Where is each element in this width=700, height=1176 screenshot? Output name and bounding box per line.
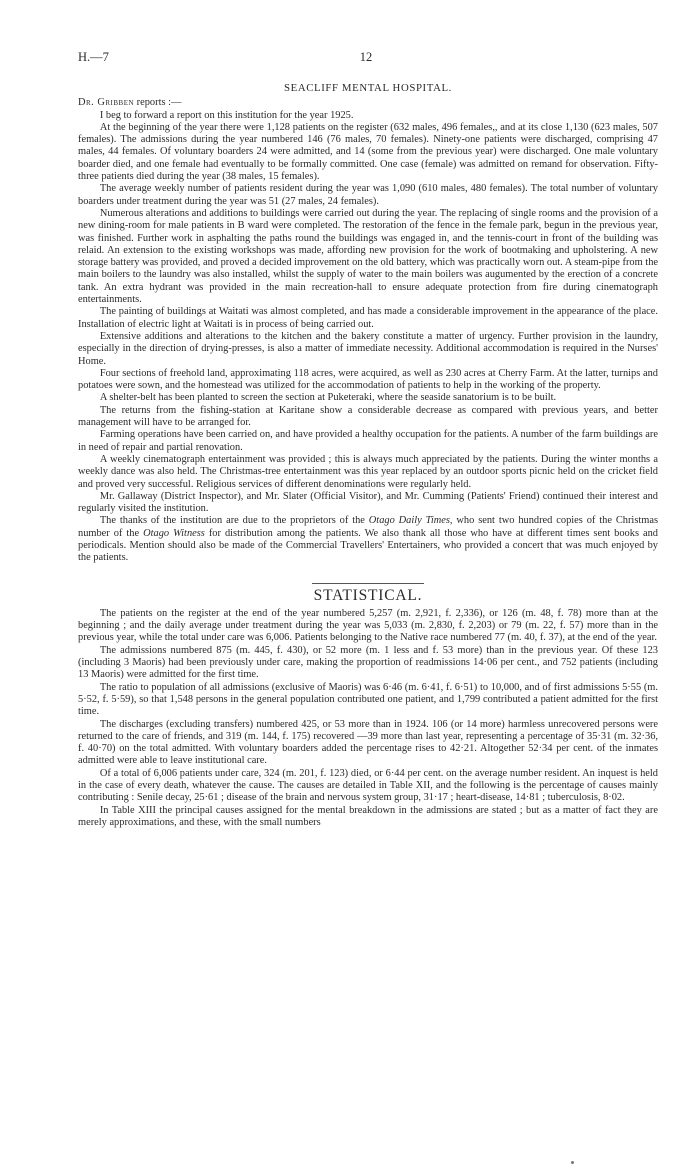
section-title: SEACLIFF MENTAL HOSPITAL. — [284, 82, 452, 94]
paragraph: A weekly cinematograph entertainment was provided ; this is always much appreciated by the patients. During the winter months a weekly dance was also held. The Christmas-tree entertainment was this year replaced by an outdoor sports picnic held on the cricket field and proved very successful. Religious services of different denominations were regularly held. — [78, 453, 658, 490]
thanks-paragraph — [78, 515, 658, 564]
paragraph: The average weekly number of patients resident during the year was 1,090 (610 males, 480 females). The total number of voluntary boarders under treatment during the year was 51 (27 males, 24 females). — [78, 183, 658, 207]
paragraph: The painting of buildings at Waitati was almost completed, and has made a considerable improvement in the appearance of the place. Installation of electric light at Waitati is in process of being carried out. — [78, 306, 658, 330]
newspaper-title: Otago Daily Times — [368, 515, 450, 527]
report-intro — [78, 97, 658, 109]
page-mark — [571, 1161, 574, 1164]
paragraph: Farming operations have been carried on, and have provided a healthy occupation for the patients. A number of the farm buildings are in need of repair and partial renovation. — [78, 429, 658, 453]
thanks-text: , who sent two hundred copies of the Christmas number of the — [78, 515, 658, 539]
document-reference: H.—7 — [78, 50, 109, 64]
statistical-paragraph: In Table XIII the principal causes assigned for the mental breakdown in the admissions are stated ; but as a matter of fact they are merely approximations, and these, with the small numbers — [78, 804, 658, 828]
paragraph: I beg to forward a report on this institution for the year 1925. — [99, 109, 354, 121]
statistical-paragraph: The admissions numbered 875 (m. 445, f. 430), or 52 more (m. 1 less and f. 53 more) than in the previous year. Of these 123 (including 3 Maoris) had been previously under care, making the proportion of readmissions 14·06 per cent., and 752 patients (including 13 Maoris) were admitted for the first time. — [78, 644, 658, 681]
newspaper-title: Otago Witness — [143, 527, 205, 539]
paragraph: At the beginning of the year there were 1,128 patients on the register (632 males, 496 females,, and at its close 1,130 (623 males, 507 females). The admissions during the year numbered 146 (76 males, 70 females). Ninety-one patients were discharged, comprising 47 males, 44 females. Of voluntary boarders 24 were admitted, and 14 (some from the previous year) were discharged. One male voluntary boarder died, and one female had eventually to be formally committed. One case (female) was admitted on remand for observation. Fifty-three patients died during the year (38 males, 15 females). — [78, 121, 658, 183]
thanks-text: for distribution among the patients. We also thank all those who have at different times sent books and periodicals. Mention should also be made of the Commercial Travellers' Entertainers, who provided a concert that was much enjoyed by the patients. — [78, 527, 658, 564]
section-divider — [312, 583, 424, 584]
statistical-paragraph: The ratio to population of all admissions (exclusive of Maoris) was 6·46 (m. 6·41, f. 6·51) to 10,000, and of first admissions 5·55 (m. 5·52, f. 5·59), so that 1,548 persons in the general population contributed one patient, and 1,799 contributed a patient admitted for the first time. — [78, 681, 658, 718]
statistical-heading: STATISTICAL. — [313, 586, 423, 604]
statistical-paragraph: Of a total of 6,006 patients under care, 324 (m. 201, f. 123) died, or 6·44 per cent. on the average number resident. An inquest is held in the case of every death, whatever the cause. The causes are detailed in Table XII, and the following is the percentage of causes mainly contributing : Senile decay, 25·61 ; disease of the brain and nervous system group, 31·17 ; heart-disease, 14·81 ; tuberculosis, 8·02. — [78, 767, 658, 804]
paragraph: A shelter-belt has been planted to screen the section at Puketeraki, where the seaside sanatorium is to be built. — [99, 392, 557, 404]
paragraph: Four sections of freehold land, approximating 118 acres, were acquired, as well as 230 acres at Cherry Farm. At the latter, turnips and potatoes were sown, and the homestead was utilized for the accommodation of patients to help in the working of the property. — [78, 367, 658, 392]
page-header — [78, 50, 654, 68]
document-body — [78, 82, 658, 829]
statistical-paragraph: The discharges (excluding transfers) numbered 425, or 53 more than in 1924. 106 (or 14 more) harmless unrecovered persons were returned to the care of friends, and 319 (m. 144, f. 175) recovered —39 more than last year, representing a percentage of 35·31 (m. 32·36, f. 40·70) on the total admitted. With voluntary boarders added the percentage rises to 42·21. Altogether 52·34 per cent. of the inmates admitted were able to leave institutional care. — [78, 718, 658, 767]
thanks-text: The thanks of the institution are due to the proprietors of the — [99, 515, 369, 527]
paragraph: Numerous alterations and additions to buildings were carried out during the year. The replacing of single rooms and the provision of a new dining-room for male patients in B ward were completed. The restoration of the fence in the female park, begun in the previous year, was finished. Further work in asphalting the paths round the buildings was engaged in, and the tennis-court in front of the building was relaid. An extension to the existing workshops was made, affording new provision for the work of bootmaking and upholstering. A new storage battery was provided, and proved a decided improvement on the old battery, which was practically worn out. A steam-pipe from the main boilers to the laundry was also installed, whilst the supply of water to the main boilers was augumented by the erection of a concrete tank. An extra hydrant was provided in the main recreation-hall to ensure adequate protection from fire during cinematograph entertainments. — [78, 207, 658, 306]
paragraph: Mr. Gallaway (District Inspector), and Mr. Slater (Official Visitor), and Mr. Cumming (Patients' Friend) continued their interest and regularly visited the institution. — [78, 490, 658, 515]
paragraph: Extensive additions and alterations to the kitchen and the bakery constitute a matter of urgency. Further provision in the laundry, especially in the direction of drying-presses, is also a matter of immediate necessity. Additional accommodation is required in the Nurses' Home. — [78, 330, 658, 367]
report-intro-text: reports :— — [134, 97, 182, 109]
statistical-paragraph: The patients on the register at the end of the year numbered 5,257 (m. 2,921, f. 2,336), or 126 (m. 48, f. 78) more than at the beginning ; and the daily average under treatment during the year was 5,033 (m. 2,830, f. 2,203) or 79 (m. 22, f. 57) more than in the previous year, while the total under care was 6,006. Patients belonging to the Native race numbered 77 (m. 40, f. 37), at the end of the year. — [78, 607, 658, 644]
page-number: 12 — [359, 50, 373, 64]
paragraph: The returns from the fishing-station at Karitane show a considerable decrease as compared with previous years, and better management will have to be arranged for. — [78, 404, 658, 429]
reporter-name: Dr. Gribben — [78, 97, 135, 109]
